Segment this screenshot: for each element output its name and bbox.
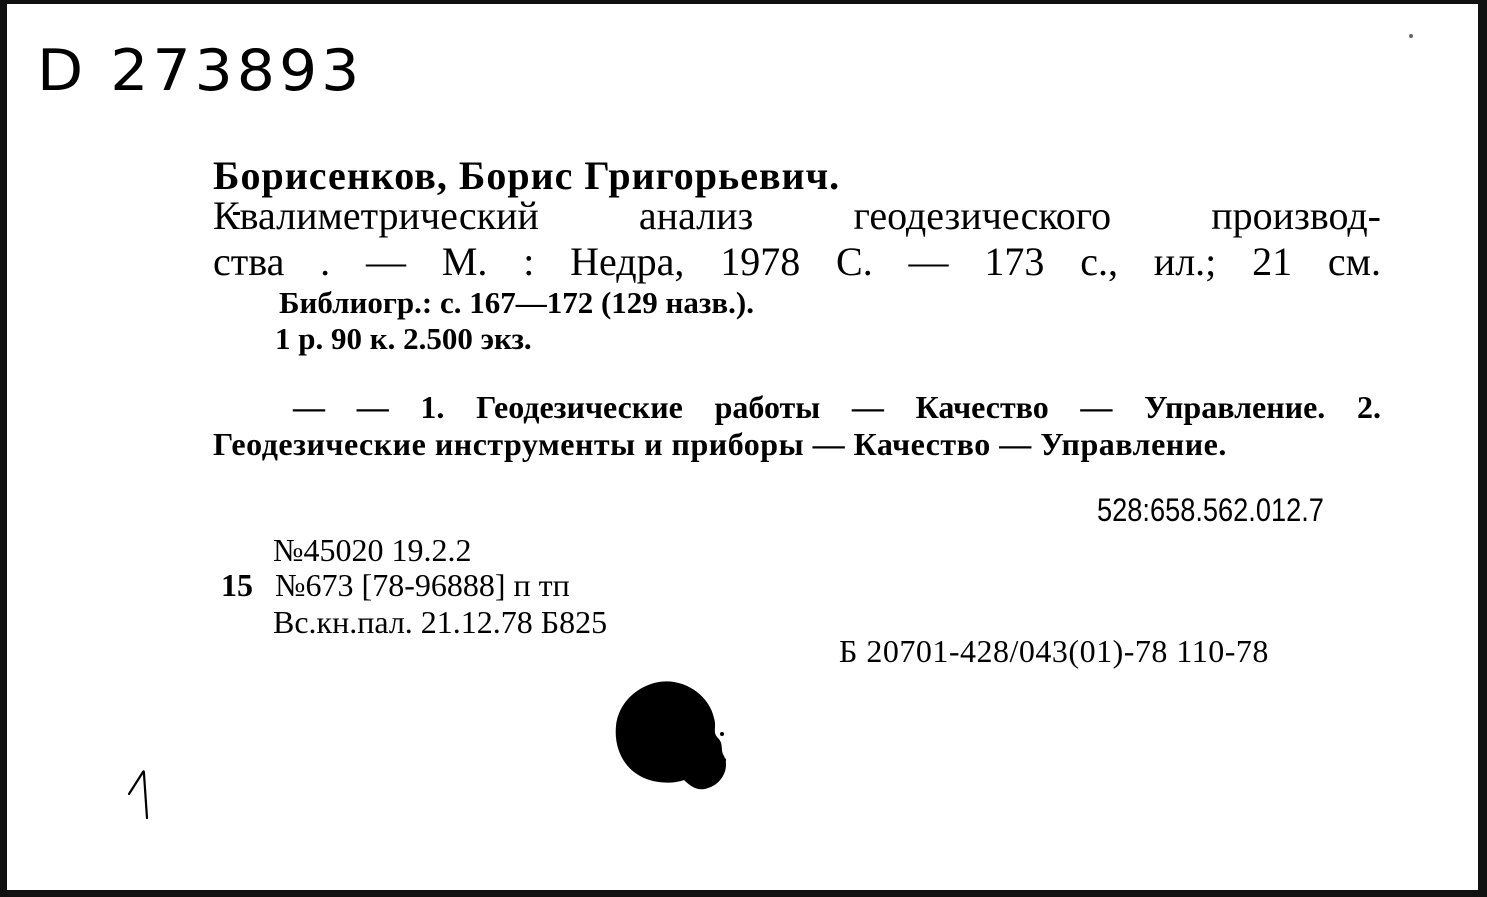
udc-code: 528:658.562.012.7: [1097, 492, 1324, 528]
title-line-1: Квалиметрический анализ геодезического производ-: [213, 193, 1381, 238]
title-line-2: ства . — М. : Недра, 1978 С. — 173 с., ил.; 21 см.: [213, 239, 1381, 284]
handwritten-one: [125, 764, 165, 824]
inventory-number: D 273893: [37, 37, 364, 105]
bibliography-note: Библиогр.: с. 167—172 (129 назв.).: [279, 285, 754, 320]
meta-line-1: №45020 19.2.2: [273, 532, 472, 568]
subject-headings-line-2: Геодезические инструменты и приборы — Качество — Управление.: [213, 426, 1227, 462]
speck-mark: [1409, 34, 1413, 38]
subject-headings-line-1: — — 1. Геодезические работы — Качество — Управление. 2.: [293, 389, 1381, 425]
meta-line-2-text: №673 [78-96888] п тп: [275, 567, 570, 603]
punch-hole: [614, 680, 726, 792]
meta-line-3: Вс.кн.пал. 21.12.78 Б825: [273, 604, 608, 640]
meta-line-2: [221, 567, 570, 604]
bbk-code: Б 20701-428/043(01)-78 110-78: [839, 633, 1269, 669]
price-and-copies: 1 р. 90 к. 2.500 экз.: [275, 321, 532, 356]
author-heading: Борисенков, Борис Григорьевич.: [213, 153, 841, 198]
meta-line-2-number: 15: [221, 567, 253, 603]
